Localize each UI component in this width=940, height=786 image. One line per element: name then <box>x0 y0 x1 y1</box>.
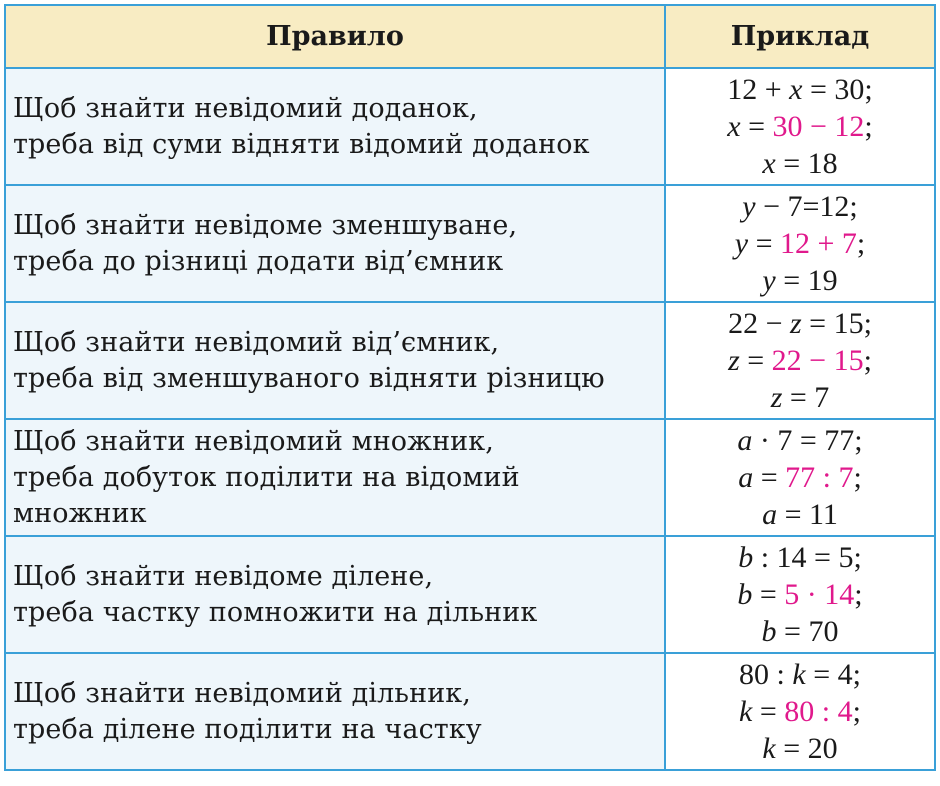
example-post: = 11 <box>777 498 838 531</box>
rule-text-line: Щоб знайти невідомий доданок, <box>13 92 478 124</box>
example-line <box>666 225 934 262</box>
rules-table-container <box>4 4 934 780</box>
example-cell <box>665 536 935 653</box>
example-highlight: 22 − 15 <box>771 344 864 377</box>
example-post: ; <box>854 578 863 611</box>
example-post: : 14 = 5; <box>753 541 862 574</box>
example-variable: a <box>738 461 754 494</box>
example-variable: x <box>727 110 741 143</box>
example-highlight: 77 : 7 <box>785 461 854 494</box>
example-post: = 19 <box>775 264 838 297</box>
rules-body <box>5 68 935 770</box>
example-variable: k <box>739 695 753 728</box>
table-row <box>5 653 935 770</box>
example-cell <box>665 653 935 770</box>
rule-cell <box>5 185 665 302</box>
example-cell <box>665 419 935 536</box>
example-variable: y <box>762 264 776 297</box>
example-equals: = <box>752 695 785 728</box>
example-variable: a <box>737 424 753 457</box>
example-highlight: 30 − 12 <box>772 110 865 143</box>
table-row <box>5 302 935 419</box>
rule-text-line: Щоб знайти невідомий дільник, <box>13 677 471 709</box>
example-line <box>666 305 934 342</box>
example-variable: z <box>789 307 802 340</box>
example-pre: 80 : <box>739 658 793 691</box>
rule-text-line: треба ділене поділити на частку <box>13 713 482 745</box>
rule-text-line: треба до різниці додати від’ємник <box>13 245 504 277</box>
example-cell <box>665 302 935 419</box>
example-cell <box>665 185 935 302</box>
example-line <box>666 188 934 225</box>
example-highlight: 12 + 7 <box>779 227 857 260</box>
example-variable: b <box>738 541 754 574</box>
rule-cell <box>5 419 665 536</box>
example-line <box>666 496 934 533</box>
example-line <box>666 422 934 459</box>
table-row <box>5 536 935 653</box>
header-rule: Правило <box>5 5 665 68</box>
example-line <box>666 108 934 145</box>
example-line <box>666 613 934 650</box>
example-line <box>666 539 934 576</box>
example-variable: y <box>734 227 749 260</box>
example-equals: = <box>752 578 785 611</box>
example-line <box>666 379 934 416</box>
example-variable: x <box>762 147 776 180</box>
example-post: = 4; <box>805 658 861 691</box>
table-row <box>5 419 935 536</box>
rule-text-line: треба добуток поділити на відомий <box>13 461 520 493</box>
example-variable: a <box>762 498 778 531</box>
rule-cell <box>5 302 665 419</box>
example-line <box>666 262 934 299</box>
example-variable: b <box>737 578 753 611</box>
rule-cell <box>5 653 665 770</box>
rule-text-line: треба від зменшуваного відняти різницю <box>13 362 605 394</box>
example-line <box>666 145 934 182</box>
example-variable: z <box>728 344 740 377</box>
example-line <box>666 71 934 108</box>
rule-text-line: треба від суми відняти відомий доданок <box>13 128 590 160</box>
example-variable: x <box>789 73 803 106</box>
rule-text-line: множник <box>13 497 147 529</box>
example-variable: y <box>742 190 756 223</box>
example-post: ; <box>856 227 866 260</box>
example-post: = 18 <box>775 147 838 180</box>
example-equals: = <box>748 227 780 260</box>
example-line <box>666 459 934 496</box>
example-post: − 7=12; <box>755 190 858 223</box>
rule-cell <box>5 68 665 185</box>
example-post: = 70 <box>776 615 839 648</box>
rule-text-line: Щоб знайти невідомий множник, <box>13 425 494 457</box>
example-line <box>666 342 934 379</box>
example-variable: k <box>762 732 776 765</box>
example-equals: = <box>739 344 772 377</box>
example-variable: k <box>792 658 806 691</box>
example-post: ; <box>863 344 872 377</box>
example-post: · 7 = 77; <box>752 424 863 457</box>
example-line <box>666 730 934 767</box>
example-line <box>666 693 934 730</box>
example-line <box>666 576 934 613</box>
example-pre: 22 − <box>728 307 790 340</box>
example-highlight: 80 : 4 <box>784 695 853 728</box>
rule-text-line: Щоб знайти невідомий від’ємник, <box>13 326 500 358</box>
example-variable: z <box>770 381 783 414</box>
header-row <box>5 5 935 68</box>
example-highlight: 5 · 14 <box>784 578 855 611</box>
example-post: = 7 <box>782 381 830 414</box>
example-post: = 20 <box>775 732 838 765</box>
rule-cell <box>5 536 665 653</box>
example-equals: = <box>753 461 786 494</box>
example-equals: = <box>740 110 773 143</box>
rule-text-line: Щоб знайти невідоме зменшуване, <box>13 209 518 241</box>
rules-table <box>4 4 936 771</box>
example-post: ; <box>852 695 861 728</box>
example-post: ; <box>864 110 873 143</box>
rule-text-line: Щоб знайти невідоме ділене, <box>13 560 434 592</box>
header-example: Приклад <box>665 5 935 68</box>
example-pre: 12 + <box>727 73 790 106</box>
table-row <box>5 68 935 185</box>
rule-text-line: треба частку помножити на дільник <box>13 596 538 628</box>
table-row <box>5 185 935 302</box>
example-post: ; <box>853 461 862 494</box>
example-post: = 15; <box>801 307 872 340</box>
example-line <box>666 656 934 693</box>
example-post: = 30; <box>802 73 873 106</box>
example-variable: b <box>761 615 777 648</box>
example-cell <box>665 68 935 185</box>
